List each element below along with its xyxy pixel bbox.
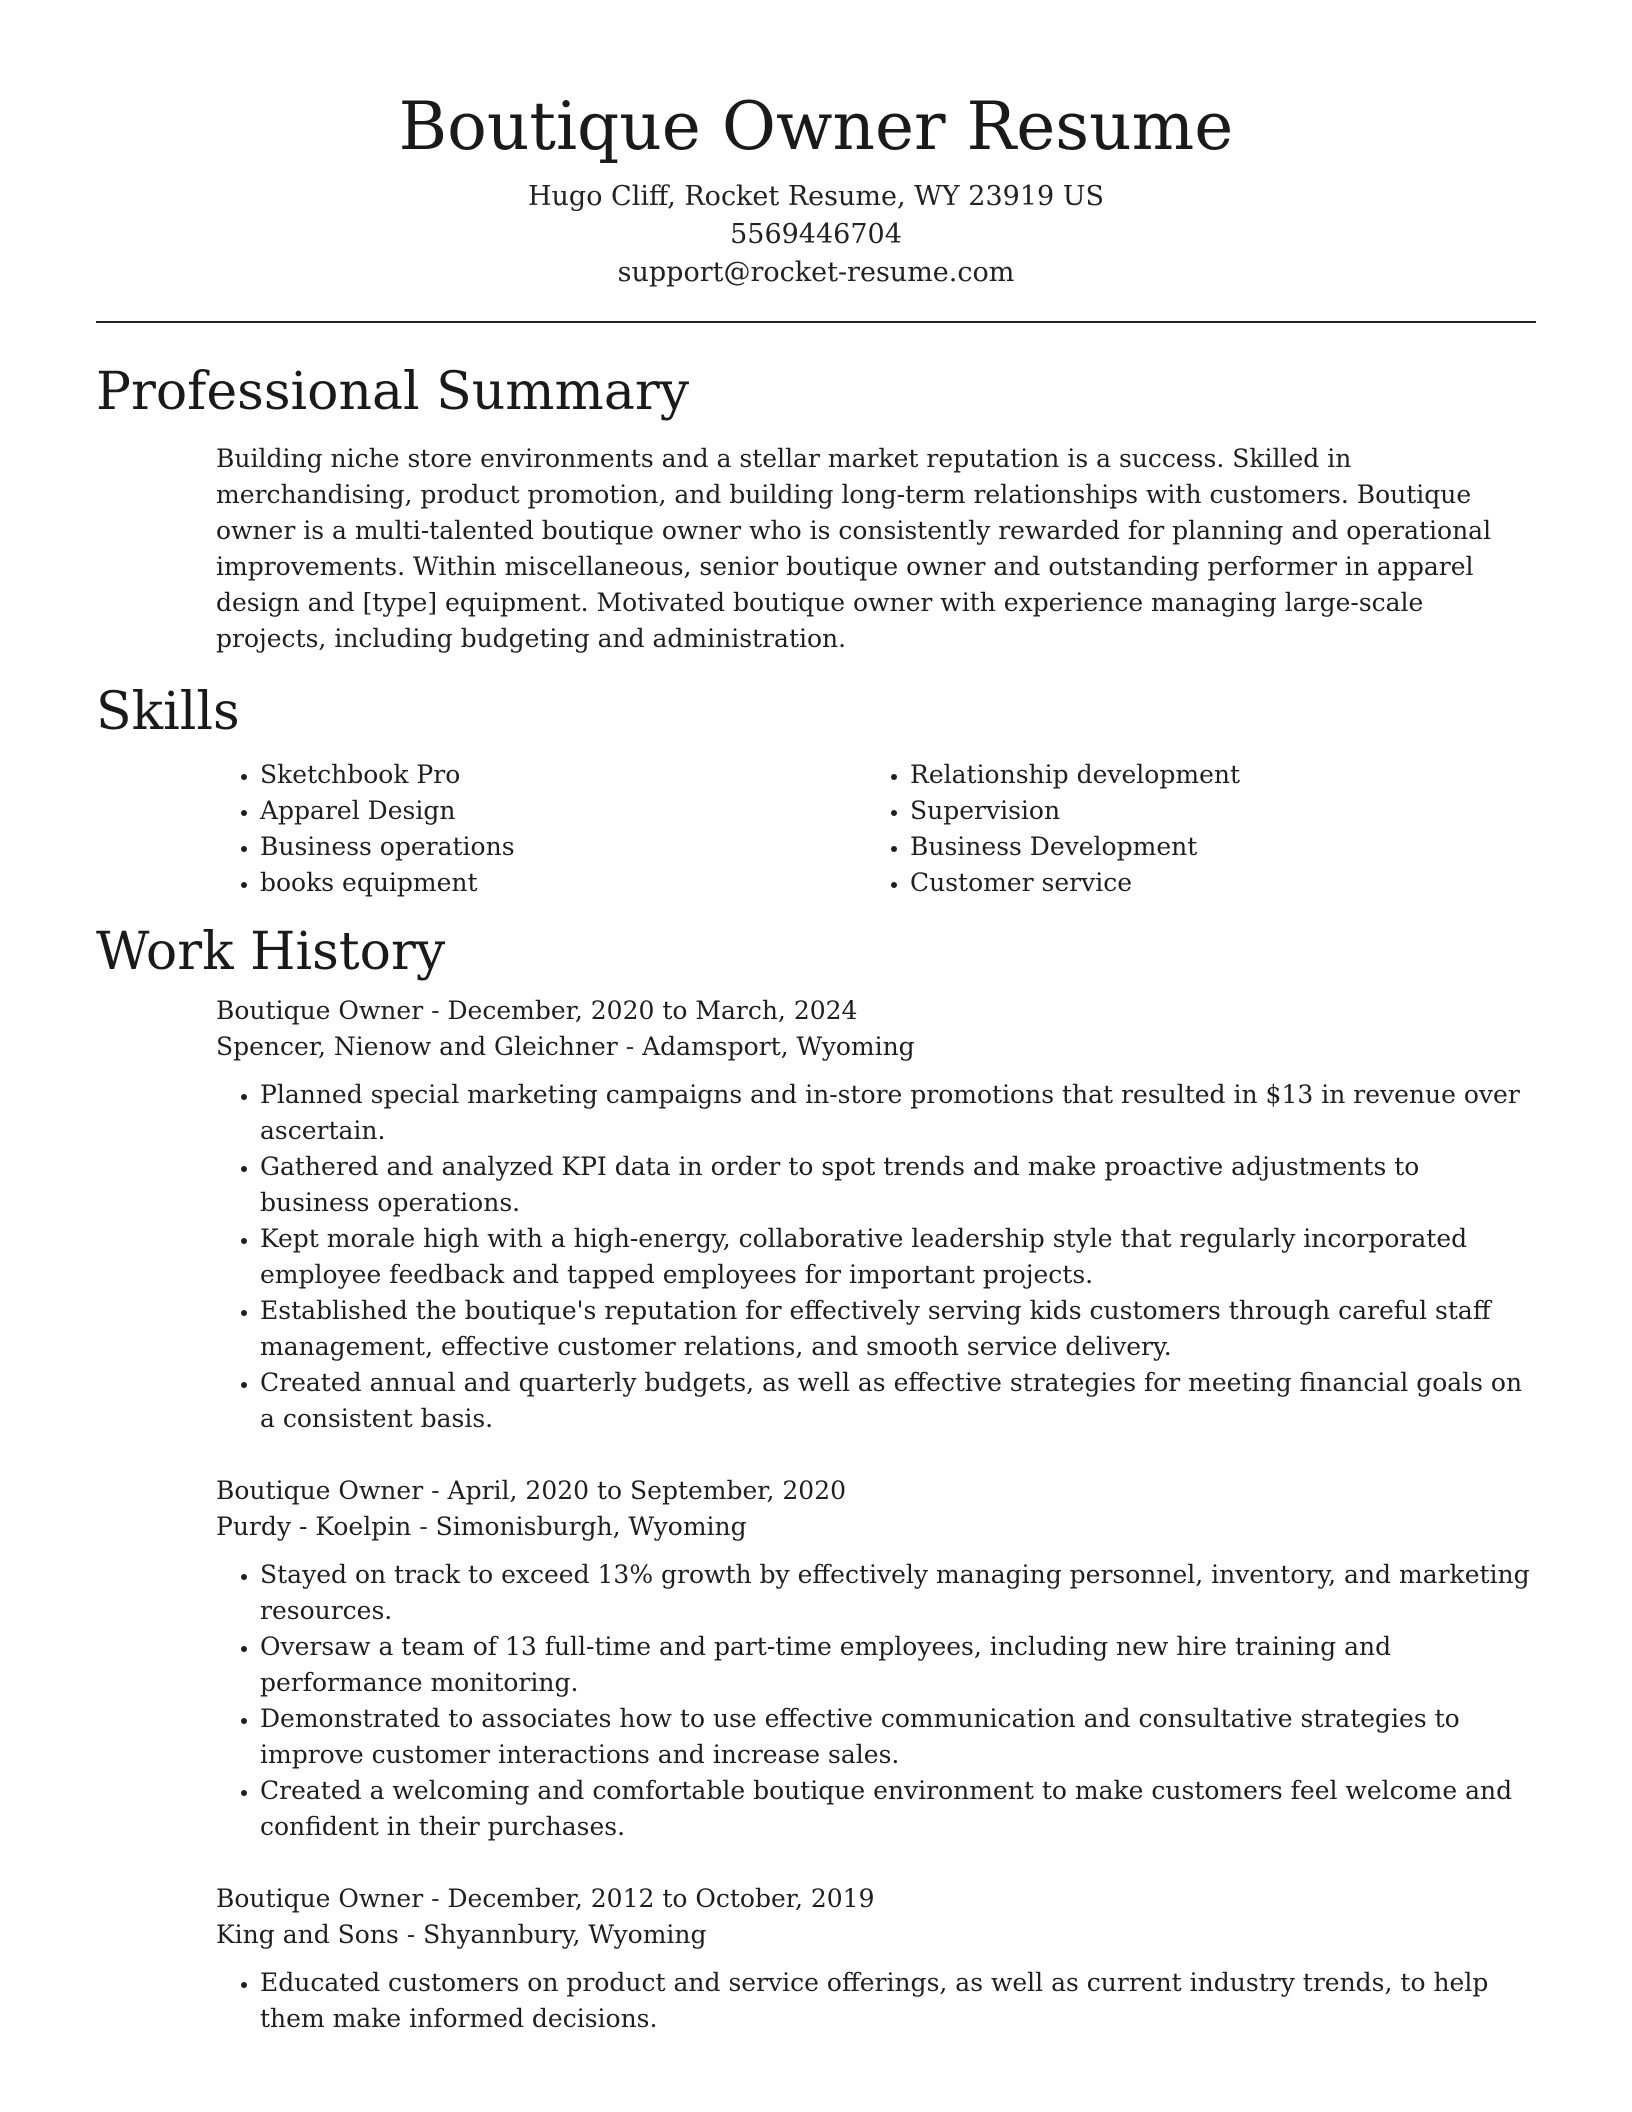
job-company-line bbox=[216, 1509, 1536, 1545]
job-bullets bbox=[216, 1965, 1536, 2037]
job-entry bbox=[216, 1881, 1536, 2037]
job-company: King and Sons bbox=[216, 1920, 399, 1949]
job-separator: - bbox=[406, 1920, 416, 1949]
skills-grid bbox=[216, 757, 1536, 901]
job-role: Boutique Owner bbox=[216, 996, 424, 1025]
work-history-section bbox=[96, 921, 1536, 2037]
job-dates: December, 2012 to October, 2019 bbox=[447, 1884, 875, 1913]
job-role: Boutique Owner bbox=[216, 1884, 424, 1913]
contact-phone: 5569446704 bbox=[730, 219, 902, 250]
job-company-line bbox=[216, 1029, 1536, 1065]
job-bullet: • Established the boutique's reputation for effectively serving kids customers through careful staff management, effective customer relations, and smooth service delivery. bbox=[260, 1293, 1536, 1365]
job-separator: - bbox=[419, 1512, 428, 1541]
job-separator: - bbox=[431, 1476, 440, 1505]
skill-item: • Relationship development bbox=[910, 757, 1516, 793]
skill-item: • Sketchbook Pro bbox=[260, 757, 866, 793]
job-role: Boutique Owner bbox=[216, 1476, 424, 1505]
skills-column-right bbox=[866, 757, 1516, 901]
skills-section bbox=[96, 681, 1536, 901]
job-title-line bbox=[216, 1881, 1536, 1917]
job-bullet: • Oversaw a team of 13 full-time and part-time employees, including new hire training and performance monitoring. bbox=[260, 1629, 1536, 1701]
job-company: Spencer, Nienow and Gleichner bbox=[216, 1032, 618, 1061]
job-bullets bbox=[216, 1557, 1536, 1845]
job-entry bbox=[216, 993, 1536, 1437]
skills-column-left bbox=[216, 757, 866, 901]
job-bullet: • Created annual and quarterly budgets, as well as effective strategies for meeting financial goals on a consistent basis. bbox=[260, 1365, 1536, 1437]
section-heading-work-history: Work History bbox=[96, 922, 446, 982]
job-title-line bbox=[216, 1473, 1536, 1509]
resume-page bbox=[96, 0, 1536, 2037]
resume-header bbox=[96, 0, 1536, 292]
section-heading-summary: Professional Summary bbox=[96, 362, 690, 422]
job-dates: April, 2020 to September, 2020 bbox=[447, 1476, 847, 1505]
skill-item: • Business operations bbox=[260, 829, 866, 865]
job-dates: December, 2020 to March, 2024 bbox=[447, 996, 858, 1025]
skill-item: • Apparel Design bbox=[260, 793, 866, 829]
contact-email: support@rocket-resume.com bbox=[617, 257, 1015, 288]
job-separator: - bbox=[431, 996, 440, 1025]
job-location: Shyannbury, Wyoming bbox=[423, 1920, 707, 1949]
skill-item: • Supervision bbox=[910, 793, 1516, 829]
job-bullet: • Gathered and analyzed KPI data in order to spot trends and make proactive adjustments to business operations. bbox=[260, 1149, 1536, 1221]
skill-item: • books equipment bbox=[260, 865, 866, 901]
contact-address: Hugo Cliff, Rocket Resume, WY 23919 US bbox=[527, 181, 1105, 212]
job-separator: - bbox=[625, 1032, 635, 1061]
job-bullets bbox=[216, 1077, 1536, 1437]
job-bullet: • Demonstrated to associates how to use effective communication and consultative strategies to improve customer interactions and increase sales. bbox=[260, 1701, 1536, 1773]
job-bullet: • Kept morale high with a high-energy, collaborative leadership style that regularly incorporated employee feedback and tapped employees for important projects. bbox=[260, 1221, 1536, 1293]
skill-item: • Customer service bbox=[910, 865, 1516, 901]
job-location: Simonisburgh, Wyoming bbox=[435, 1512, 747, 1541]
summary-text: Building niche store environments and a stellar market reputation is a success. Skilled in merchandising, product promotion, and building long-term relationships with customers. Boutique owner is a multi-talented boutique owner who is consistently rewarded for planning and operational improvements. Within miscellaneous, senior boutique owner and outstanding performer in apparel design and [type] equipment. Motivated boutique owner with experience managing large-scale projects, including budgeting and administration. bbox=[216, 444, 1492, 653]
job-bullet: • Created a welcoming and comfortable boutique environment to make customers feel welcome and confident in their purchases. bbox=[260, 1773, 1536, 1845]
section-heading-skills: Skills bbox=[96, 682, 240, 742]
contact-info bbox=[96, 178, 1536, 292]
professional-summary-section bbox=[96, 361, 1536, 657]
job-separator: - bbox=[431, 1884, 440, 1913]
job-bullet: • Educated customers on product and service offerings, as well as current industry trends, to help them make informed decisions. bbox=[260, 1965, 1536, 2037]
job-company: Purdy - Koelpin bbox=[216, 1512, 412, 1541]
page-title: Boutique Owner Resume bbox=[398, 88, 1234, 165]
skill-item: • Business Development bbox=[910, 829, 1516, 865]
job-company-line bbox=[216, 1917, 1536, 1953]
job-title-line bbox=[216, 993, 1536, 1029]
job-bullet: • Planned special marketing campaigns and in-store promotions that resulted in $13 in revenue over ascertain. bbox=[260, 1077, 1536, 1149]
job-bullet: • Stayed on track to exceed 13% growth by effectively managing personnel, inventory, and marketing resources. bbox=[260, 1557, 1536, 1629]
job-entry bbox=[216, 1473, 1536, 1845]
header-divider bbox=[96, 321, 1536, 323]
job-location: Adamsport, Wyoming bbox=[642, 1032, 915, 1061]
